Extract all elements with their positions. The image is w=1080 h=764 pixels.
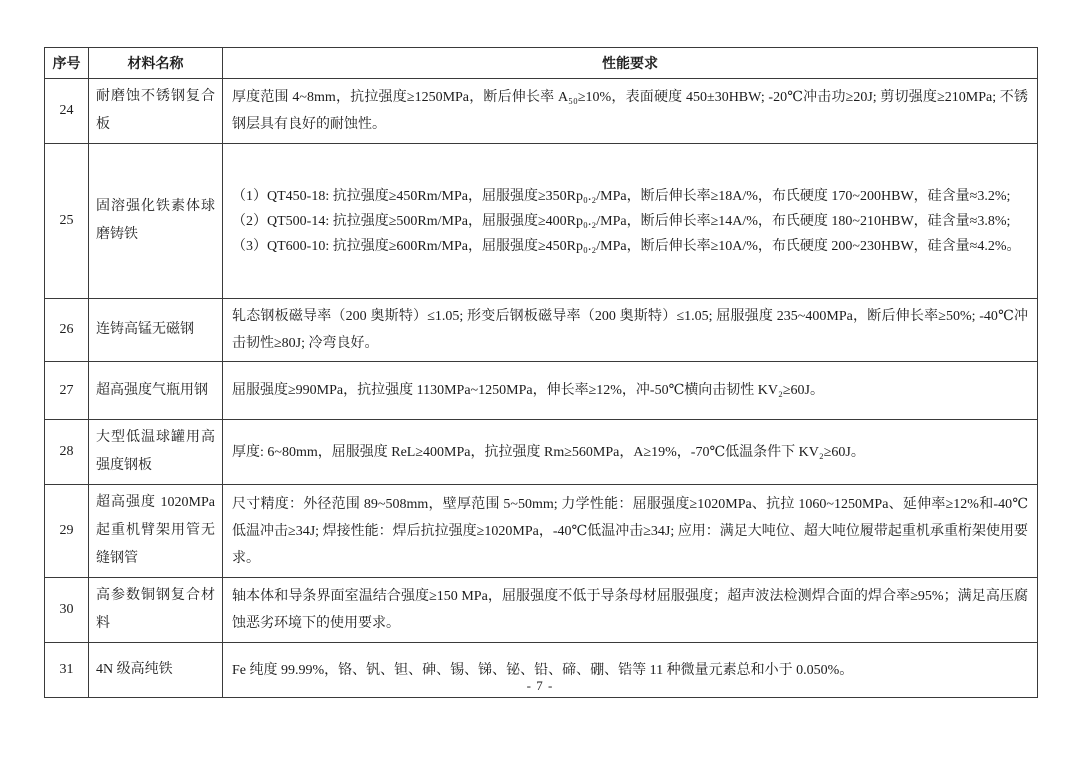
table-row xyxy=(45,362,1038,420)
table-body xyxy=(45,79,1038,698)
requirements-cell xyxy=(223,79,1038,144)
row-number: 25 xyxy=(45,144,89,299)
requirement-paragraph: （2）QT500-14: 抗拉强度≥500Rm/MPa，屈服强度≥400Rp₀.₂/MPa，断后伸长率≥14A/%，布氏硬度 180~210HBW，硅含量≈3.8%; xyxy=(232,213,1011,229)
requirements-cell xyxy=(223,362,1038,420)
requirements-cell xyxy=(223,420,1038,485)
requirement-paragraph: （3）QT600-10: 抗拉强度≥600Rm/MPa，屈服强度≥450Rp₀.₂/MPa，断后伸长率≥10A/%，布氏硬度 200~230HBW，硅含量≈4.2%。 xyxy=(232,238,1021,254)
requirements-cell xyxy=(223,299,1038,362)
requirement-paragraph: 屈服强度≥990MPa，抗拉强度 1130MPa~1250MPa，伸长率≥12%，冲-50℃横向击韧性 KV₂≥60J。 xyxy=(232,383,824,398)
material-name: 连铸高锰无磁钢 xyxy=(89,299,223,362)
header-cell-material: 材料名称 xyxy=(89,48,223,79)
material-name: 高参数铜钢复合材料 xyxy=(89,578,223,643)
row-number: 29 xyxy=(45,485,89,578)
requirement-paragraph: 尺寸精度：外径范围 89~508mm，壁厚范围 5~50mm; 力学性能：屈服强度≥1020MPa、抗拉 1060~1250MPa、延伸率≥12%和-40℃低温冲击≥34J; 焊接性能：焊后抗拉强度≥1020MPa，-40℃低温冲击≥34J; 应用：满足大吨位、超大吨位履带起重机承重桁架使用要求。 xyxy=(232,496,1028,566)
table-row xyxy=(45,420,1038,485)
header-row xyxy=(45,48,1038,79)
header-cell-no: 序号 xyxy=(45,48,89,79)
table-row xyxy=(45,144,1038,299)
row-number: 28 xyxy=(45,420,89,485)
page-number: - 7 - xyxy=(526,678,554,693)
material-name: 超高强度气瓶用钢 xyxy=(89,362,223,420)
row-number: 31 xyxy=(45,643,89,698)
requirement-paragraph: 厚度范围 4~8mm，抗拉强度≥1250MPa，断后伸长率 A₅₀≥10%，表面硬度 450±30HBW; -20℃冲击功≥20J; 剪切强度≥210MPa; 不锈钢层具有良好的耐蚀性。 xyxy=(232,90,1028,132)
requirement-paragraph: 厚度: 6~80mm，屈服强度 ReL≥400MPa，抗拉强度 Rm≥560MPa，A≥19%，-70℃低温条件下 KV₂≥60J。 xyxy=(232,444,865,460)
material-name: 固溶强化铁素体球磨铸铁 xyxy=(89,144,223,299)
requirements-cell xyxy=(223,578,1038,643)
table-row xyxy=(45,485,1038,578)
table-row xyxy=(45,578,1038,643)
material-name: 耐磨蚀不锈钢复合板 xyxy=(89,79,223,144)
row-number: 26 xyxy=(45,299,89,362)
requirements-cell xyxy=(223,144,1038,299)
table-header xyxy=(45,48,1038,79)
material-name: 大型低温球罐用高强度钢板 xyxy=(89,420,223,485)
row-number: 30 xyxy=(45,578,89,643)
requirement-paragraph: 轧态钢板磁导率（200 奥斯特）≤1.05; 形变后钢板磁导率（200 奥斯特）≤1.05; 屈服强度 235~400MPa，断后伸长率≥50%; -40℃冲击韧性≥80J; 冷弯良好。 xyxy=(232,309,1028,351)
material-name: 超高强度 1020MPa 起重机臂架用管无缝钢管 xyxy=(89,485,223,578)
requirement-paragraph: （1）QT450-18: 抗拉强度≥450Rm/MPa，屈服强度≥350Rp₀.₂/MPa，断后伸长率≥18A/%，布氏硬度 170~200HBW，硅含量≈3.2%; xyxy=(232,188,1011,204)
table-row xyxy=(45,79,1038,144)
requirement-paragraph: 轴本体和导条界面室温结合强度≥150 MPa，屈服强度不低于导条母材屈服强度；超声波法检测焊合面的焊合率≥95%；满足高压腐蚀恶劣环境下的使用要求。 xyxy=(232,589,1028,631)
row-number: 24 xyxy=(45,79,89,144)
header-cell-requirements: 性能要求 xyxy=(223,48,1038,79)
materials-spec-table xyxy=(44,47,1038,698)
requirement-paragraph: Fe 纯度 99.99%，铬、钒、钽、砷、锡、锑、铋、铅、碲、硼、锆等 11 种微量元素总和小于 0.050%。 xyxy=(232,662,854,678)
row-number: 27 xyxy=(45,362,89,420)
table-row xyxy=(45,299,1038,362)
requirements-cell xyxy=(223,485,1038,578)
material-name: 4N 级高纯铁 xyxy=(89,643,223,698)
